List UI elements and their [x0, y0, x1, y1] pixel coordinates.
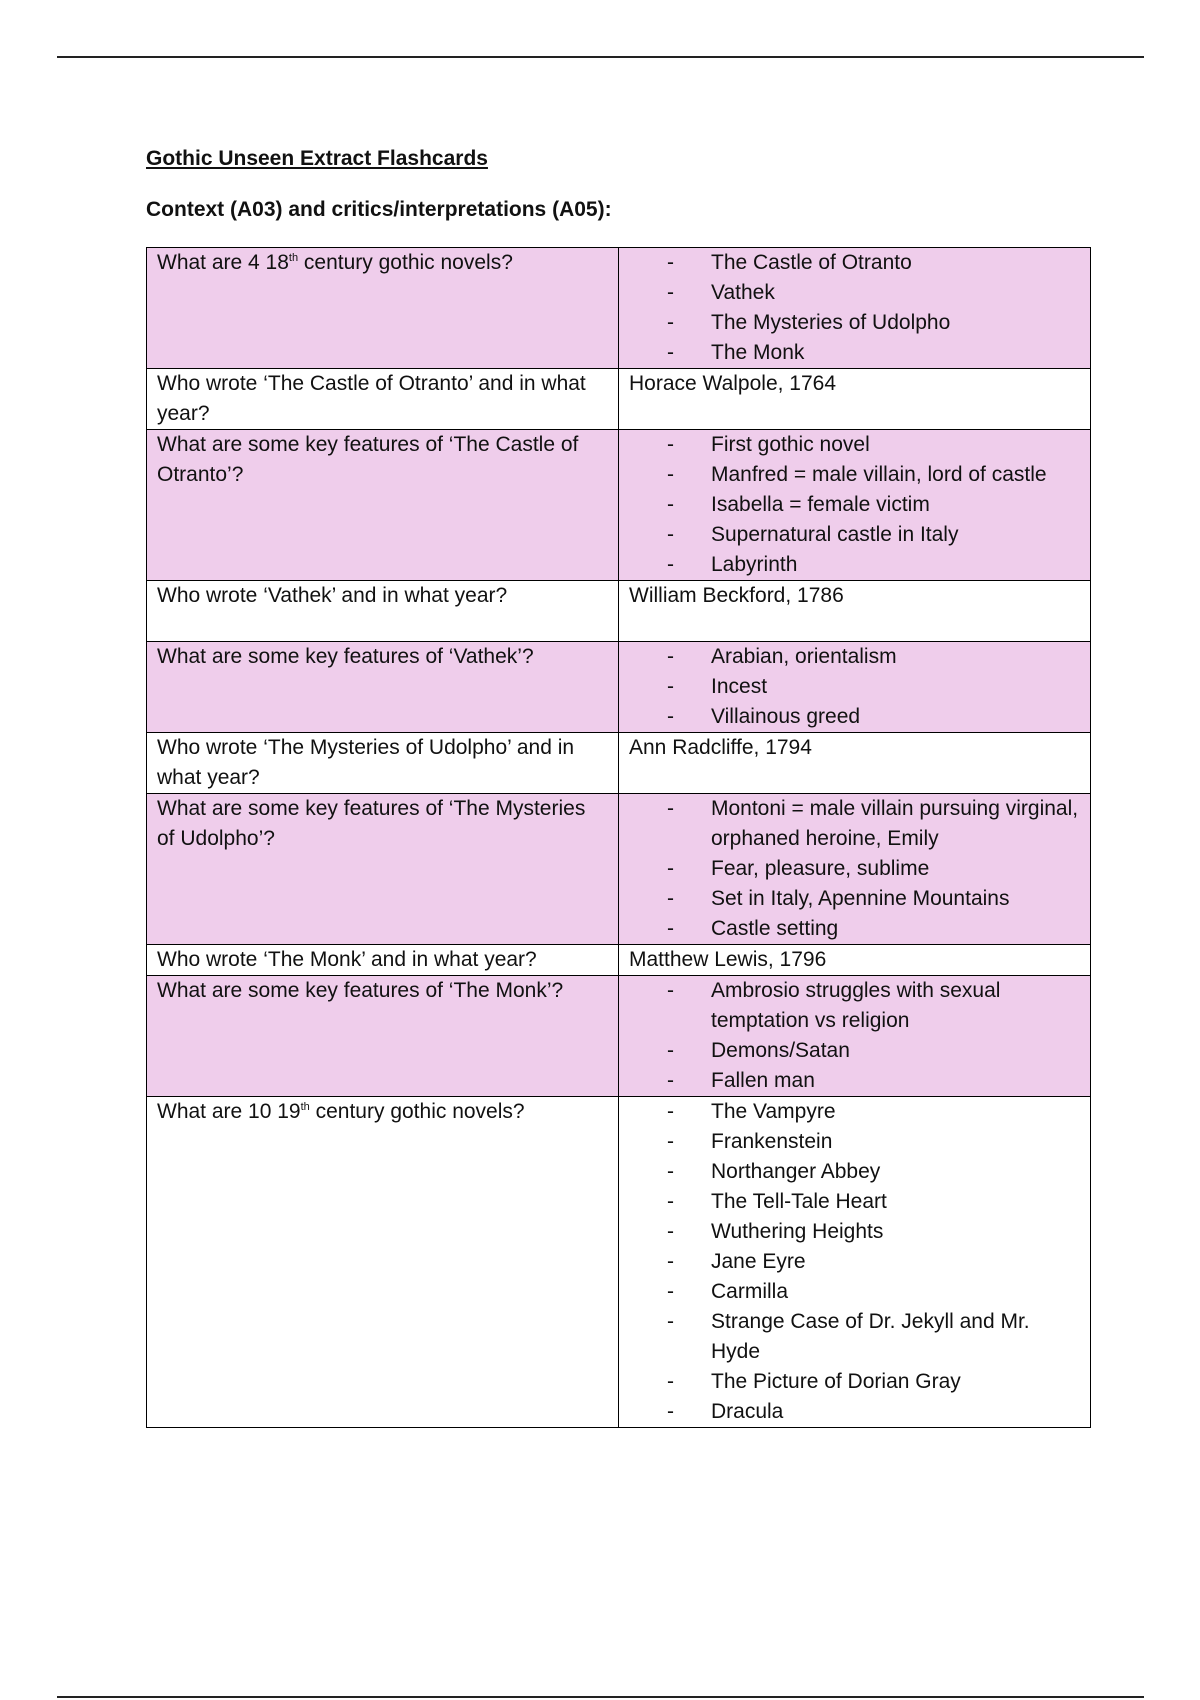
- answer-cell: [619, 794, 1091, 945]
- answer-item: - Vathek: [667, 278, 1080, 308]
- document-title: Gothic Unseen Extract Flashcards: [146, 147, 488, 170]
- flashcard-row: [147, 430, 1091, 581]
- flashcard-row: [147, 976, 1091, 1097]
- answer-item: - Labyrinth: [667, 550, 1080, 580]
- answer-list: [629, 976, 1080, 1096]
- flashcard-row: [147, 1097, 1091, 1428]
- answer-item: - The Vampyre: [667, 1097, 1080, 1127]
- answer-cell: Horace Walpole, 1764: [619, 369, 1091, 430]
- flashcard-row: [147, 581, 1091, 642]
- answer-item: - The Monk: [667, 338, 1080, 368]
- answer-item: - Carmilla: [667, 1277, 1080, 1307]
- answer-item: - Ambrosio struggles with sexual temptation vs religion: [667, 976, 1080, 1036]
- answer-list: [629, 794, 1080, 944]
- answer-item: - Fear, pleasure, sublime: [667, 854, 1080, 884]
- answer-cell: [619, 1097, 1091, 1428]
- answer-item: - Set in Italy, Apennine Mountains: [667, 884, 1080, 914]
- answer-item: - The Tell-Tale Heart: [667, 1187, 1080, 1217]
- question-text: What are 4 18: [157, 251, 289, 274]
- answer-cell: Ann Radcliffe, 1794: [619, 733, 1091, 794]
- question-cell: What are some key features of ‘Vathek’?: [147, 642, 619, 733]
- answer-item: - Isabella = female victim: [667, 490, 1080, 520]
- ordinal-suffix: th: [288, 252, 299, 264]
- answer-item: - Castle setting: [667, 914, 1080, 944]
- question-cell: What are some key features of ‘The Monk’?: [147, 976, 619, 1097]
- answer-item: - Northanger Abbey: [667, 1157, 1080, 1187]
- answer-item: - Dracula: [667, 1397, 1080, 1427]
- flashcard-row: [147, 642, 1091, 733]
- flashcards-table: [146, 247, 1091, 1428]
- question-cell: Who wrote ‘The Monk’ and in what year?: [147, 945, 619, 976]
- question-text: What are 10 19: [157, 1100, 301, 1123]
- question-cell: What are some key features of ‘The Castle of Otranto’?: [147, 430, 619, 581]
- answer-cell: Matthew Lewis, 1796: [619, 945, 1091, 976]
- ordinal-suffix: th: [300, 1101, 310, 1113]
- answer-item: - Wuthering Heights: [667, 1217, 1080, 1247]
- answer-cell: [619, 430, 1091, 581]
- answer-item: - Fallen man: [667, 1066, 1080, 1096]
- flashcard-row: [147, 248, 1091, 369]
- question-cell: Who wrote ‘The Mysteries of Udolpho’ and in what year?: [147, 733, 619, 794]
- answer-item: - Demons/Satan: [667, 1036, 1080, 1066]
- answer-list: [629, 248, 1080, 368]
- answer-item: - First gothic novel: [667, 430, 1080, 460]
- answer-cell: [619, 976, 1091, 1097]
- answer-cell: [619, 248, 1091, 369]
- answer-item: - Frankenstein: [667, 1127, 1080, 1157]
- flashcard-row: [147, 794, 1091, 945]
- question-cell: Who wrote ‘Vathek’ and in what year?: [147, 581, 619, 642]
- footer-rule: [57, 1696, 1144, 1698]
- flashcard-row: [147, 945, 1091, 976]
- answer-item: - Supernatural castle in Italy: [667, 520, 1080, 550]
- header-rule: [57, 56, 1144, 58]
- answer-item: - The Castle of Otranto: [667, 248, 1080, 278]
- answer-list: [629, 430, 1080, 580]
- question-cell: Who wrote ‘The Castle of Otranto’ and in what year?: [147, 369, 619, 430]
- answer-item: - Manfred = male villain, lord of castle: [667, 460, 1080, 490]
- answer-cell: William Beckford, 1786: [619, 581, 1091, 642]
- question-text: century gothic novels?: [298, 251, 513, 274]
- answer-item: - Montoni = male villain pursuing virginal, orphaned heroine, Emily: [667, 794, 1080, 854]
- question-cell: What are some key features of ‘The Mysteries of Udolpho’?: [147, 794, 619, 945]
- answer-item: - The Mysteries of Udolpho: [667, 308, 1080, 338]
- answer-item: - Arabian, orientalism: [667, 642, 1080, 672]
- answer-cell: [619, 642, 1091, 733]
- flashcard-row: [147, 369, 1091, 430]
- flashcard-row: [147, 733, 1091, 794]
- question-cell: [147, 1097, 619, 1428]
- question-cell: [147, 248, 619, 369]
- answer-item: - The Picture of Dorian Gray: [667, 1367, 1080, 1397]
- answer-item: - Incest: [667, 672, 1080, 702]
- answer-item: - Villainous greed: [667, 702, 1080, 732]
- section-heading: Context (A03) and critics/interpretations (A05):: [146, 198, 612, 221]
- answer-list: [629, 1097, 1080, 1427]
- answer-item: - Jane Eyre: [667, 1247, 1080, 1277]
- question-text: century gothic novels?: [309, 1100, 525, 1123]
- answer-item: - Strange Case of Dr. Jekyll and Mr. Hyde: [667, 1307, 1080, 1367]
- answer-list: [629, 642, 1080, 732]
